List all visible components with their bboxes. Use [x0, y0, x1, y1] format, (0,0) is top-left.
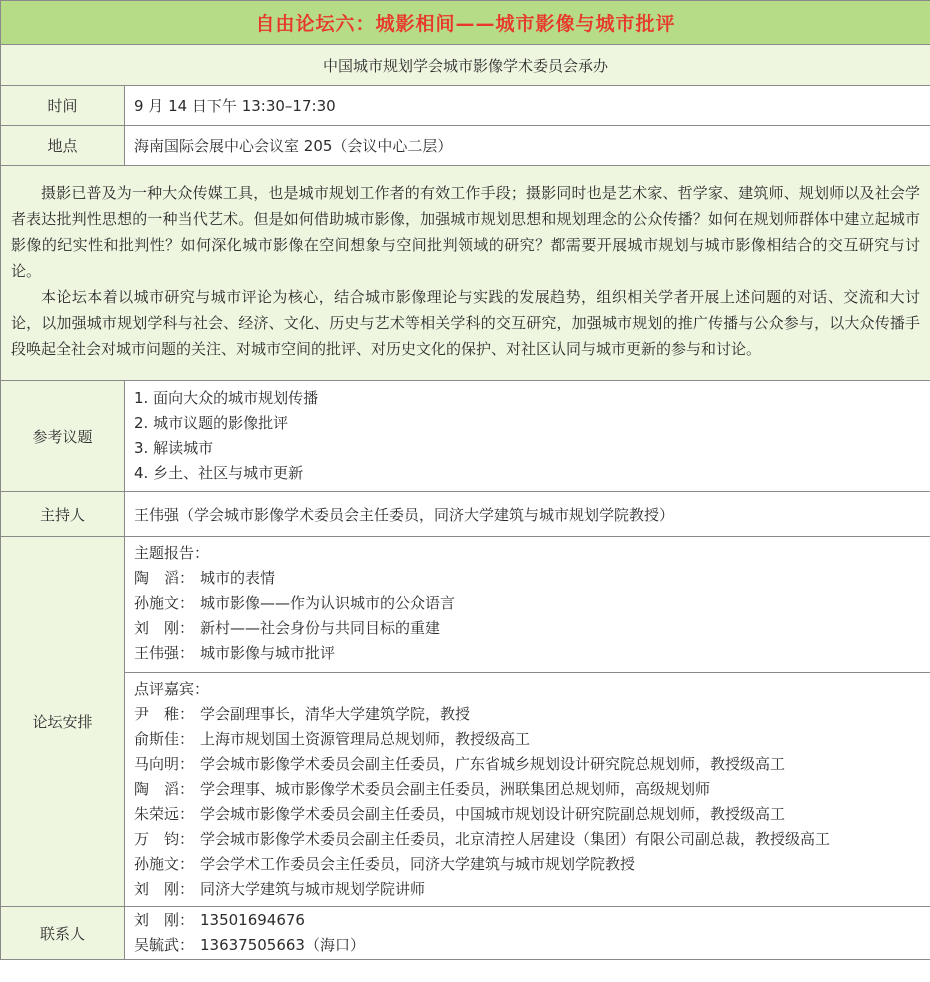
place-value: 海南国际会展中心会议室 205（会议中心二层） [125, 126, 930, 166]
report-title: 城市的表情 [200, 569, 276, 587]
guests-block [125, 673, 930, 906]
report-item [134, 591, 930, 616]
guest-item [134, 827, 930, 852]
guest-title: 学会城市影像学术委员会副主任委员，中国城市规划设计研究院副总规划师，教授级高工 [200, 805, 786, 823]
guest-title: 学会学术工作委员会主任委员，同济大学建筑与城市规划学院教授 [200, 855, 636, 873]
topic-item: 3. 解读城市 [134, 439, 214, 457]
guest-title: 学会城市影像学术委员会副主任委员，广东省城乡规划设计研究院总规划师，教授级高工 [200, 755, 786, 773]
report-item [134, 616, 930, 641]
time-label: 时间 [1, 86, 125, 126]
topic-item: 4. 乡土、社区与城市更新 [134, 464, 304, 482]
report-title: 城市影像——作为认识城市的公众语言 [200, 594, 456, 612]
guest-item [134, 852, 930, 877]
guest-name: 陶 滔： [134, 780, 195, 798]
guest-title: 学会理事、城市影像学术委员会副主任委员，洲联集团总规划师，高级规划师 [200, 780, 711, 798]
guest-name: 马向明： [134, 755, 195, 773]
guest-title: 学会城市影像学术委员会副主任委员，北京清控人居建设（集团）有限公司副总裁，教授级高工 [200, 830, 831, 848]
report-item [134, 641, 930, 666]
reports-heading: 主题报告： [134, 544, 210, 562]
guest-name: 孙施文： [134, 855, 195, 873]
guest-item [134, 752, 930, 777]
report-title: 新村——社会身份与共同目标的重建 [200, 619, 441, 637]
speaker-name: 刘 刚： [134, 619, 195, 637]
reports-block [125, 537, 930, 673]
guest-name: 尹 稚： [134, 705, 195, 723]
topics-label: 参考议题 [1, 381, 125, 492]
contact-phone[interactable]: 13637505663（海口） [200, 936, 365, 954]
place-label: 地点 [1, 126, 125, 166]
forum-title: 自由论坛六：城影相间——城市影像与城市批评 [1, 1, 930, 45]
arrangement-content [125, 537, 930, 907]
speaker-name: 王伟强： [134, 644, 195, 662]
contact-item [134, 933, 930, 958]
contact-label: 联系人 [1, 907, 125, 960]
speaker-name: 陶 滔： [134, 569, 195, 587]
contact-phone[interactable]: 13501694676 [200, 911, 305, 929]
time-value: 9 月 14 日下午 13:30–17:30 [125, 86, 930, 126]
guest-name: 万 钧： [134, 830, 195, 848]
topics-list [125, 381, 930, 492]
contact-list [125, 907, 930, 960]
organizer-line: 中国城市规划学会城市影像学术委员会承办 [1, 45, 930, 86]
contact-name: 吴毓武： [134, 936, 195, 954]
topic-item: 1. 面向大众的城市规划传播 [134, 389, 319, 407]
guest-item [134, 802, 930, 827]
guest-item [134, 877, 930, 902]
guest-item [134, 702, 930, 727]
topic-item: 2. 城市议题的影像批评 [134, 414, 289, 432]
guests-heading: 点评嘉宾： [134, 680, 210, 698]
guest-title: 同济大学建筑与城市规划学院讲师 [200, 880, 426, 898]
guest-title: 上海市规划国土资源管理局总规划师，教授级高工 [200, 730, 531, 748]
guest-name: 俞斯佳： [134, 730, 195, 748]
arrangement-label: 论坛安排 [1, 537, 125, 907]
guest-title: 学会副理事长，清华大学建筑学院，教授 [200, 705, 471, 723]
contact-name: 刘 刚： [134, 911, 195, 929]
intro-paragraph-1: 摄影已普及为一种大众传媒工具，也是城市规划工作者的有效工作手段；摄影同时也是艺术家、哲学家、建筑师、规划师以及社会学者表达批判性思想的一种当代艺术。但是如何借助城市影像，加强城市规划思想和规划理念的公众传播？如何在规划师群体中建立起城市影像的纪实性和批判性？如何深化城市影像在空间想象与空间批判领域的研究？都需要开展城市规划与城市影像相结合的交互研究与讨论。 [11, 184, 921, 280]
report-title: 城市影像与城市批评 [200, 644, 336, 662]
guest-item [134, 727, 930, 752]
intro-paragraph-2: 本论坛本着以城市研究与城市评论为核心，结合城市影像理论与实践的发展趋势，组织相关学者开展上述问题的对话、交流和大讨论，以加强城市规划学科与社会、经济、文化、历史与艺术等相关学科的交互研究，加强城市规划的推广传播与公众参与，以大众传播手段唤起全社会对城市问题的关注、对城市空间的批评、对历史文化的保护、对社区认同与城市更新的参与和讨论。 [11, 288, 921, 358]
host-value: 王伟强（学会城市影像学术委员会主任委员，同济大学建筑与城市规划学院教授） [125, 492, 930, 537]
speaker-name: 孙施文： [134, 594, 195, 612]
guest-name: 刘 刚： [134, 880, 195, 898]
guest-item [134, 777, 930, 802]
report-item [134, 566, 930, 591]
host-label: 主持人 [1, 492, 125, 537]
guest-name: 朱荣远： [134, 805, 195, 823]
intro-section [1, 166, 930, 381]
contact-item [134, 908, 930, 933]
